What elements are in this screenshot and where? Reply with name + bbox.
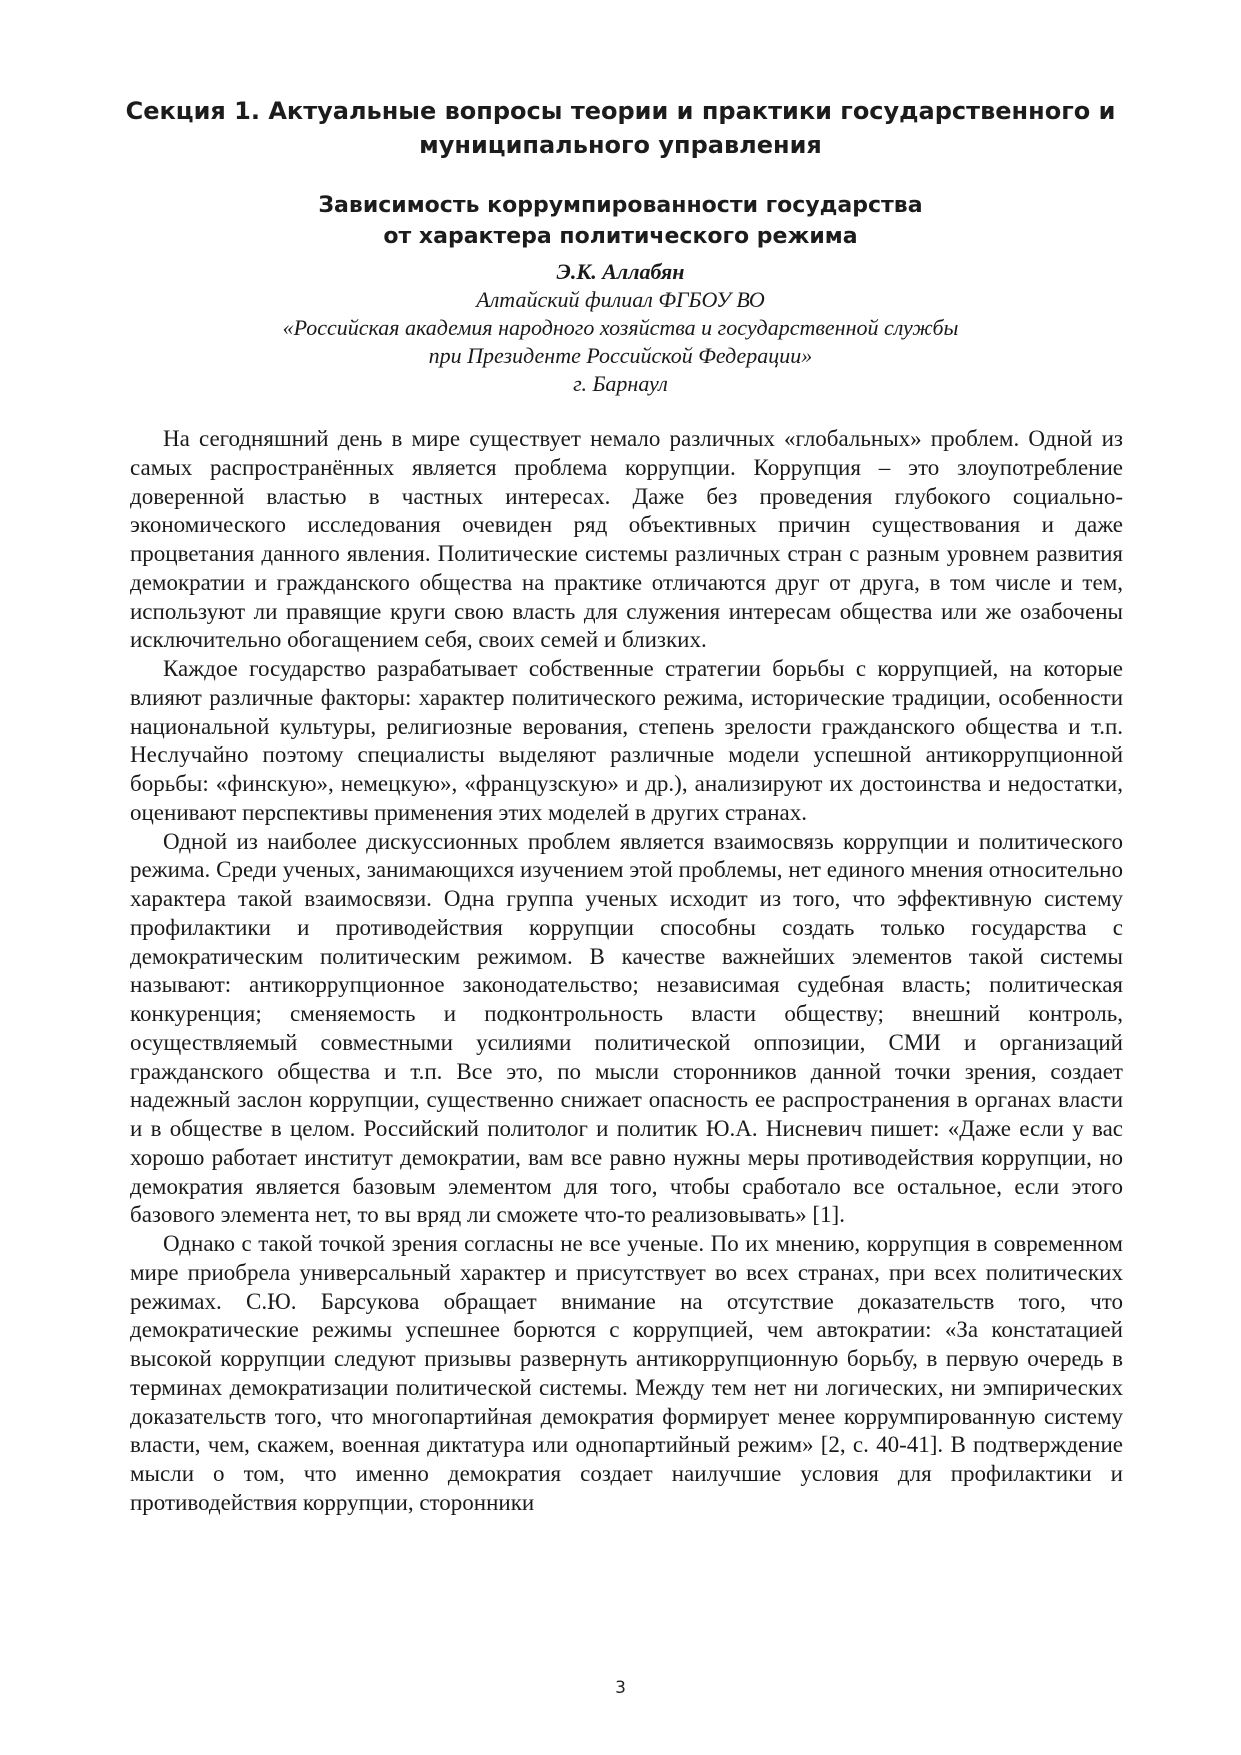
page-number: 3 bbox=[615, 1678, 626, 1698]
affiliation-line-1: Алтайский филиал ФГБОУ ВО bbox=[476, 287, 765, 312]
affiliation-line-3: при Президенте Российской Федерации» bbox=[428, 343, 813, 368]
body-paragraph-3: Одной из наиболее дискуссионных проблем является взаимосвязь коррупции и политического режима. Среди ученых, занимающихся изучением этой проблемы, нет единого мнения относительно характера такой взаимосвязи. Одна группа ученых исходит из того, что эффективную систему профилактики и противодействия коррупции способны создать только государства с демократическим политическим режимом. В качестве важнейших элементов такой системы называют: антикоррупционное законодательство; независимая судебная власть; политическая конкуренция; сменяемость и подконтрольность власти обществу; внешний контроль, осуществляемый совместными усилиями политической оппозиции, СМИ и организаций гражданского общества и т.п. Все это, по мысли сторонников данной точки зрения, создает надежный заслон коррупции, существенно снижает опасность ее распространения в органах власти и в обществе в целом. Российский политолог и политик Ю.А. Нисневич пишет: «Даже если у вас хорошо работает институт демократии, вам все равно нужны меры противодействия коррупции, но демократия является базовым элементом для того, чтобы сработало все остальное, если этого базового элемента нет, то вы вряд ли сможете что-то реализовывать» [1]. bbox=[130, 828, 1123, 1228]
affiliation-city: г. Барнаул bbox=[573, 371, 668, 396]
author-affiliation bbox=[100, 286, 1141, 398]
body-paragraph-4: Однако с такой точкой зрения согласны не все ученые. По их мнению, коррупция в современном мире приобрела универсальный характер и присутствует во всех странах, при всех политических режимах. С.Ю. Барсукова обращает внимание на отсутствие доказательств того, что демократические режимы успешнее борются с коррупцией, чем автократии: «За констатацией высокой коррупции следуют призывы развернуть антикоррупционную борьбу, в первую очередь в терминах демократизации политической системы. Между тем нет ни логических, ни эмпирических доказательств того, что многопартийная демократия формирует менее коррумпированную систему власти, чем, скажем, военная диктатура или однопартийный режим» [2, с. 40-41]. В подтверждение мысли о том, что именно демократия создает наилучшие условия для профилактики и противодействия коррупции, сторонники bbox=[130, 1231, 1123, 1515]
affiliation-line-2: «Российская академия народного хозяйства и государственной службы bbox=[282, 315, 959, 340]
article-body bbox=[130, 425, 1123, 1518]
author-name: Э.К. Аллабян bbox=[556, 259, 685, 284]
article-title-line-1: Зависимость коррумпированности государства bbox=[318, 193, 923, 218]
section-title: Секция 1. Актуальные вопросы теории и практики государственного и муниципального управления bbox=[125, 97, 1116, 159]
article-title bbox=[100, 190, 1141, 252]
body-paragraph-1: На сегодняшний день в мире существует немало различных «глобальных» проблем. Одной из самых распространённых является проблема коррупции. Коррупция – это злоупотребление доверенной властью в частных интересах. Даже без проведения глубокого социально-экономического исследования очевиден ряд объективных причин существования и даже процветания данного явления. Политические системы различных стран с разным уровнем развития демократии и гражданского общества на практике отличаются друг от друга, в том числе и тем, используют ли правящие круги свою власть для служения интересам общества или же озабочены исключительно обогащением себя, своих семей и близких. bbox=[130, 426, 1123, 653]
article-title-line-2: от характера политического режима bbox=[383, 224, 858, 249]
body-paragraph-2: Каждое государство разрабатывает собственные стратегии борьбы с коррупцией, на которые влияют различные факторы: характер политического режима, исторические традиции, особенности национальной культуры, религиозные верования, степень зрелости гражданского общества и т.п. Неслучайно поэтому специалисты выделяют различные модели успешной антикоррупционной борьбы: «финскую», немецкую», «французскую» и др.), анализируют их достоинства и недостатки, оценивают перспективы применения этих моделей в других странах. bbox=[130, 656, 1123, 825]
